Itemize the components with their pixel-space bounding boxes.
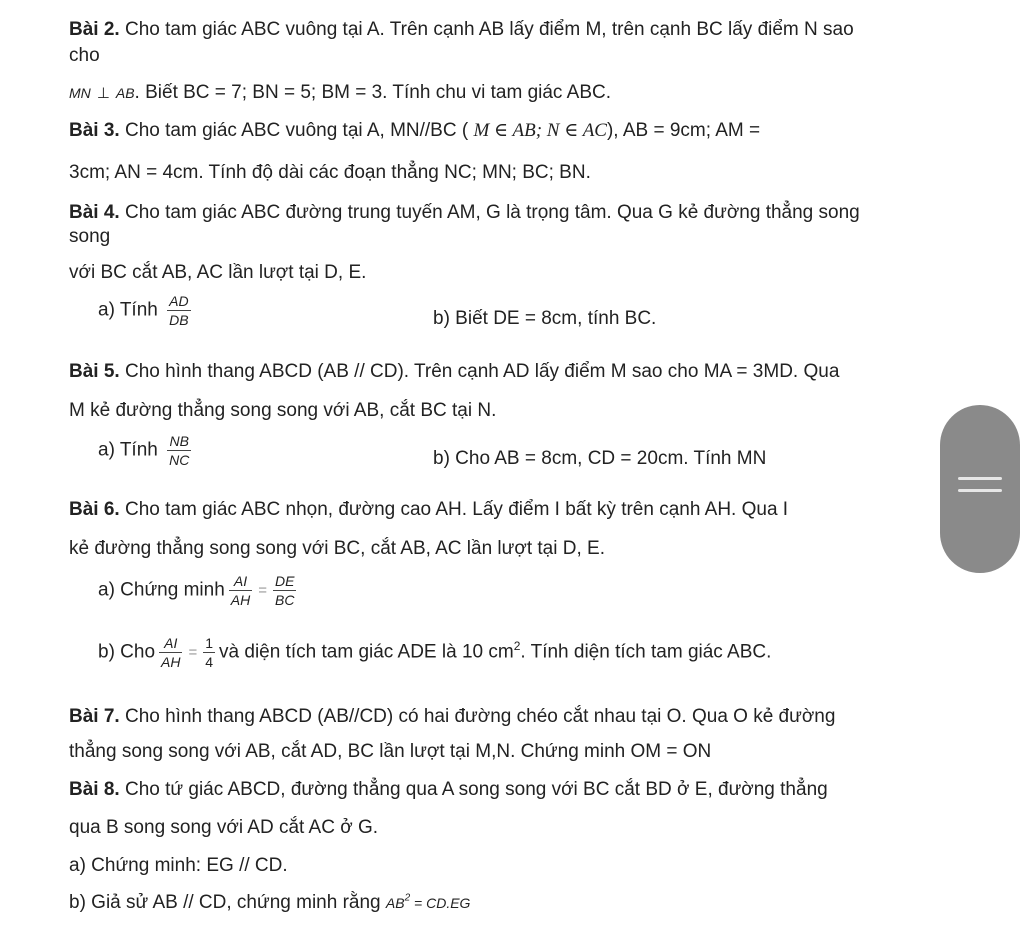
b8-a-text: a) Chứng minh: EG // CD. xyxy=(69,855,288,876)
b4-frac-den: DB xyxy=(169,312,189,328)
b6-b-den2: 4 xyxy=(205,654,214,670)
b5-part-a xyxy=(98,432,195,469)
b2-title: Bài 2. xyxy=(69,19,120,40)
b7-text1: Cho hình thang ABCD (AB//CD) có hai đường chéo cắt nhau tại O. Qua O kẻ đường xyxy=(119,706,836,727)
b2-text2: cho xyxy=(69,45,100,66)
b5-frac-den: NC xyxy=(169,452,190,468)
b5-line2 xyxy=(69,400,496,422)
b6-line1 xyxy=(69,499,788,521)
b5-part-b: b) Cho AB = 8cm, CD = 20cm. Tính MN xyxy=(433,448,767,469)
b5-frac-num: NB xyxy=(167,432,191,451)
b4-text3: với BC cắt AB, AC lần lượt tại D, E. xyxy=(69,262,367,283)
b3-condition: M ∈ AB; N ∈ AC xyxy=(473,120,607,141)
b6-b-text: và diện tích tam giác ADE là 10 cm xyxy=(219,641,514,663)
b6-a-frac2 xyxy=(273,572,296,609)
grip-line-icon xyxy=(958,477,1002,480)
b6-text1: Cho tam giác ABC nhọn, đường cao AH. Lấy điểm I bất kỳ trên cạnh AH. Qua I xyxy=(119,499,789,520)
b3-line1 xyxy=(69,120,760,142)
b8-b-sup: 2 xyxy=(404,892,411,904)
b2-text3: . Biết BC = 7; BN = 5; BM = 3. Tính chu vi tam giác ABC. xyxy=(134,82,611,103)
b8-text2: qua B song song với AD cắt AC ở G. xyxy=(69,817,379,838)
b6-b-text2: . Tính diện tích tam giác ABC. xyxy=(520,641,772,663)
b5-a-label: a) Tính xyxy=(98,439,158,461)
b8-part-b xyxy=(69,892,470,914)
b3-line2 xyxy=(69,162,591,184)
b2-text1: Cho tam giác ABC vuông tại A. Trên cạnh AB lấy điểm M, trên cạnh BC lấy điểm N sao xyxy=(119,19,854,40)
b8-b-eq: = CD.EG xyxy=(410,895,471,911)
b2-mn: MN xyxy=(69,85,91,101)
b4-part-b: b) Biết DE = 8cm, tính BC. xyxy=(433,308,657,329)
b4-line3 xyxy=(69,262,366,284)
b7-title: Bài 7. xyxy=(69,706,120,727)
scrollbar-thumb[interactable] xyxy=(940,405,1020,573)
b6-b-sup: 2 xyxy=(513,639,521,654)
b6-title: Bài 6. xyxy=(69,499,120,520)
b7-line2 xyxy=(69,741,711,763)
b4-text1: Cho tam giác ABC đường trung tuyến AM, G là trọng tâm. Qua G kẻ đường thẳng song xyxy=(119,202,860,223)
b8-text1: Cho tứ giác ABCD, đường thẳng qua A song song với BC cắt BD ở E, đường thẳng xyxy=(119,779,828,800)
b2-ab: AB xyxy=(115,85,135,101)
b6-part-b xyxy=(98,634,771,671)
b2-line1 xyxy=(69,19,854,41)
b4-line2 xyxy=(69,226,110,248)
b6-text2: kẻ đường thẳng song song với BC, cắt AB, AC lần lượt tại D, E. xyxy=(69,538,605,559)
b2-line2 xyxy=(69,45,100,67)
b8-b-text: b) Giả sử AB // CD, chứng minh rằng xyxy=(69,892,386,913)
b6-a-num2: DE xyxy=(275,573,295,589)
b4-title: Bài 4. xyxy=(69,202,120,223)
b6-b-label: b) Cho xyxy=(98,641,156,663)
b5-text2: M kẻ đường thẳng song song với AB, cắt BC tại N. xyxy=(69,400,497,421)
b6-b-den1: AH xyxy=(161,654,181,670)
b8-title: Bài 8. xyxy=(69,779,120,800)
equals-sign: = xyxy=(258,581,267,599)
b8-line1 xyxy=(69,779,828,801)
b5-line1 xyxy=(69,361,839,383)
b6-b-num1: AI xyxy=(159,634,182,653)
b8-part-a xyxy=(69,855,288,877)
b3-text2: 3cm; AN = 4cm. Tính độ dài các đoạn thẳng NC; MN; BC; BN. xyxy=(69,162,591,183)
b6-a-num1: AI xyxy=(229,572,252,591)
b6-b-frac2 xyxy=(203,634,215,671)
b8-line2 xyxy=(69,817,378,839)
equals-sign: = xyxy=(188,643,198,661)
b4-text2: song xyxy=(69,226,111,247)
b4-frac-num: AD xyxy=(169,293,189,309)
b6-a-den2: BC xyxy=(275,592,295,608)
b3-title: Bài 3. xyxy=(69,120,120,141)
b4-fraction xyxy=(167,292,190,329)
b2-line3 xyxy=(69,82,611,105)
b3-text1b: ), AB = 9cm; AM = xyxy=(606,120,761,141)
b6-a-den1: AH xyxy=(230,592,251,608)
b4-part-a xyxy=(98,292,195,329)
b6-part-a xyxy=(98,572,300,609)
b5-title: Bài 5. xyxy=(69,361,120,382)
perp-symbol: ⊥ xyxy=(96,85,110,102)
b6-line2 xyxy=(69,538,605,560)
b7-line1 xyxy=(69,706,835,728)
b7-text2: thẳng song song với AB, cắt AD, BC lần lượt tại M,N. Chứng minh OM = ON xyxy=(69,741,712,762)
grip-line-icon xyxy=(958,489,1002,492)
b3-text1a: Cho tam giác ABC vuông tại A, MN//BC ( xyxy=(119,120,474,141)
b4-line1 xyxy=(69,202,860,224)
b6-a-frac1 xyxy=(229,572,252,609)
b6-a-label: a) Chứng minh xyxy=(98,579,225,601)
b6-b-frac1 xyxy=(159,634,182,671)
b5-text1: Cho hình thang ABCD (AB // CD). Trên cạnh AD lấy điểm M sao cho MA = 3MD. Qua xyxy=(119,361,840,382)
b5-fraction xyxy=(167,432,191,469)
b8-b-ab: AB xyxy=(385,895,405,911)
b6-b-num2: 1 xyxy=(205,635,214,651)
b4-a-label: a) Tính xyxy=(98,299,158,321)
